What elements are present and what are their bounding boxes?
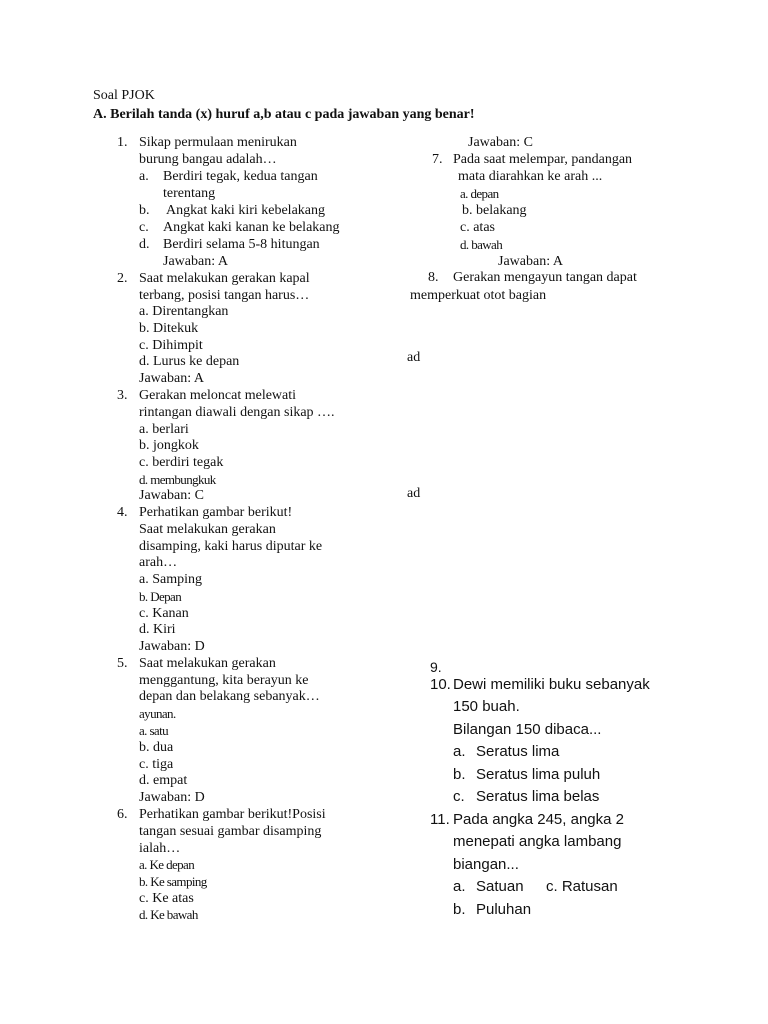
q6-number: 6.: [117, 807, 128, 822]
q1-option-a-line2: terentang: [163, 186, 216, 201]
q1-option-b-marker: b.: [139, 203, 150, 218]
q3-option-c: c. berdiri tegak: [139, 455, 224, 470]
q6-option-b: b. Ke samping: [139, 874, 207, 889]
q7-option-d: d. bawah: [460, 237, 503, 252]
q2-text-line1: Saat melakukan gerakan kapal: [139, 271, 310, 286]
q4-option-d: d. Kiri: [139, 622, 176, 637]
q5-option-c: c. tiga: [139, 757, 174, 772]
q4-option-a: a. Samping: [139, 572, 202, 587]
q2-option-a: a. Direntangkan: [139, 304, 229, 319]
q4-text-line4: arah…: [139, 555, 178, 570]
q3-option-d: d. membungkuk: [139, 472, 216, 487]
q10-option-b-marker: b.: [453, 766, 466, 783]
q2-number: 2.: [117, 271, 128, 286]
q6-text-line2: tangan sesuai gambar disamping: [139, 824, 322, 839]
q5-text-line1: Saat melakukan gerakan: [139, 656, 276, 671]
q3-option-a: a. berlari: [139, 422, 189, 437]
instruction-text: A. Berilah tanda (x) huruf a,b atau c pada jawaban yang benar!: [93, 107, 475, 122]
q5-text-line3: depan dan belakang sebanyak…: [139, 689, 320, 704]
q10-text-line1: Dewi memiliki buku sebanyak: [453, 676, 650, 693]
q1-option-c-marker: c.: [139, 220, 149, 235]
q5-option-a: a. satu: [139, 723, 169, 738]
q4-text-line3: disamping, kaki harus diputar ke: [139, 539, 323, 554]
stray-text-ad: ad: [407, 486, 421, 501]
q3-text-line2: rintangan diawali dengan sikap ….: [139, 405, 335, 420]
q11-text-line3: biangan...: [453, 856, 519, 873]
q1-text-line2: burung bangau adalah…: [139, 152, 277, 167]
q10-text-line2: 150 buah.: [453, 698, 520, 715]
q10-number: 10.: [430, 676, 451, 693]
q7-option-b: b. belakang: [462, 203, 527, 218]
q5-answer: Jawaban: D: [139, 790, 205, 805]
q4-number: 4.: [117, 505, 128, 520]
q9-number: 9.: [430, 659, 442, 675]
q2-answer: Jawaban: A: [139, 371, 204, 386]
q1-option-c: Angkat kaki kanan ke belakang: [163, 220, 340, 235]
q1-option-d: Berdiri selama 5-8 hitungan: [163, 237, 320, 252]
q5-text-line2: menggantung, kita berayun ke: [139, 673, 309, 688]
q10-option-c-marker: c.: [453, 788, 465, 805]
q7-option-c: c. atas: [460, 220, 495, 235]
q1-number: 1.: [117, 135, 128, 150]
q4-text-line2: Saat melakukan gerakan: [139, 522, 276, 537]
q6-option-c: c. Ke atas: [139, 891, 194, 906]
q3-number: 3.: [117, 388, 128, 403]
q2-option-c: c. Dihimpit: [139, 338, 203, 353]
q3-text-line1: Gerakan meloncat melewati: [139, 388, 297, 403]
q2-text-line2: terbang, posisi tangan harus…: [139, 288, 310, 303]
q4-option-c: c. Kanan: [139, 606, 189, 621]
q1-answer: Jawaban: A: [163, 254, 228, 269]
q5-number: 5.: [117, 656, 128, 671]
q10-option-a-marker: a.: [453, 743, 466, 760]
q1-option-a-marker: a.: [139, 169, 149, 184]
q7-text-line1: Pada saat melempar, pandangan: [453, 152, 633, 167]
q10-option-a: Seratus lima: [476, 743, 560, 760]
q7-answer: Jawaban: A: [498, 254, 563, 269]
q11-option-b: Puluhan: [476, 901, 532, 918]
q4-answer: Jawaban: D: [139, 639, 205, 654]
q11-text-line2: menepati angka lambang: [453, 833, 622, 850]
q3-answer: Jawaban: C: [139, 488, 204, 503]
q1-text-line1: Sikap permulaan menirukan: [139, 135, 297, 150]
q10-option-b: Seratus lima puluh: [476, 766, 601, 783]
q1-option-d-marker: d.: [139, 237, 150, 252]
q11-option-c: c. Ratusan: [546, 878, 618, 895]
q5-text-line4: ayunan.: [139, 706, 176, 721]
q4-text-line1: Perhatikan gambar berikut!: [139, 505, 293, 520]
q2-option-b: b. Ditekuk: [139, 321, 199, 336]
q11-text-line1: Pada angka 245, angka 2: [453, 811, 624, 828]
q8-text-line2: memperkuat otot bagian: [410, 288, 547, 303]
q1-option-b: Angkat kaki kiri kebelakang: [166, 203, 326, 218]
q11-number: 11.: [430, 811, 450, 828]
q10-text-line3: Bilangan 150 dibaca...: [453, 721, 602, 738]
q5-option-b: b. dua: [139, 740, 174, 755]
q10-option-c: Seratus lima belas: [476, 788, 600, 805]
q7-text-line2: mata diarahkan ke arah ...: [458, 169, 603, 184]
q1-option-a: Berdiri tegak, kedua tangan: [163, 169, 318, 184]
q6-text-line1: Perhatikan gambar berikut!Posisi: [139, 807, 326, 822]
q11-option-b-marker: b.: [453, 901, 466, 918]
q11-option-a-marker: a.: [453, 878, 466, 895]
q2-option-d: d. Lurus ke depan: [139, 354, 240, 369]
q8-text-line1: Gerakan mengayun tangan dapat: [453, 270, 637, 285]
q8-number: 8.: [428, 270, 439, 285]
q4-option-b: b. Depan: [139, 589, 182, 604]
q7-option-a: a. depan: [460, 186, 499, 201]
stray-text-ad: ad: [407, 350, 421, 365]
q6-text-line3: ialah…: [139, 841, 181, 856]
q3-option-b: b. jongkok: [139, 438, 199, 453]
q6-answer: Jawaban: C: [468, 135, 533, 150]
document-title: Soal PJOK: [93, 88, 155, 103]
q7-number: 7.: [432, 152, 443, 167]
q6-option-a: a. Ke depan: [139, 857, 195, 872]
q11-option-a: Satuan: [476, 878, 524, 895]
q5-option-d: d. empat: [139, 773, 188, 788]
q6-option-d: d. Ke bawah: [139, 907, 198, 922]
